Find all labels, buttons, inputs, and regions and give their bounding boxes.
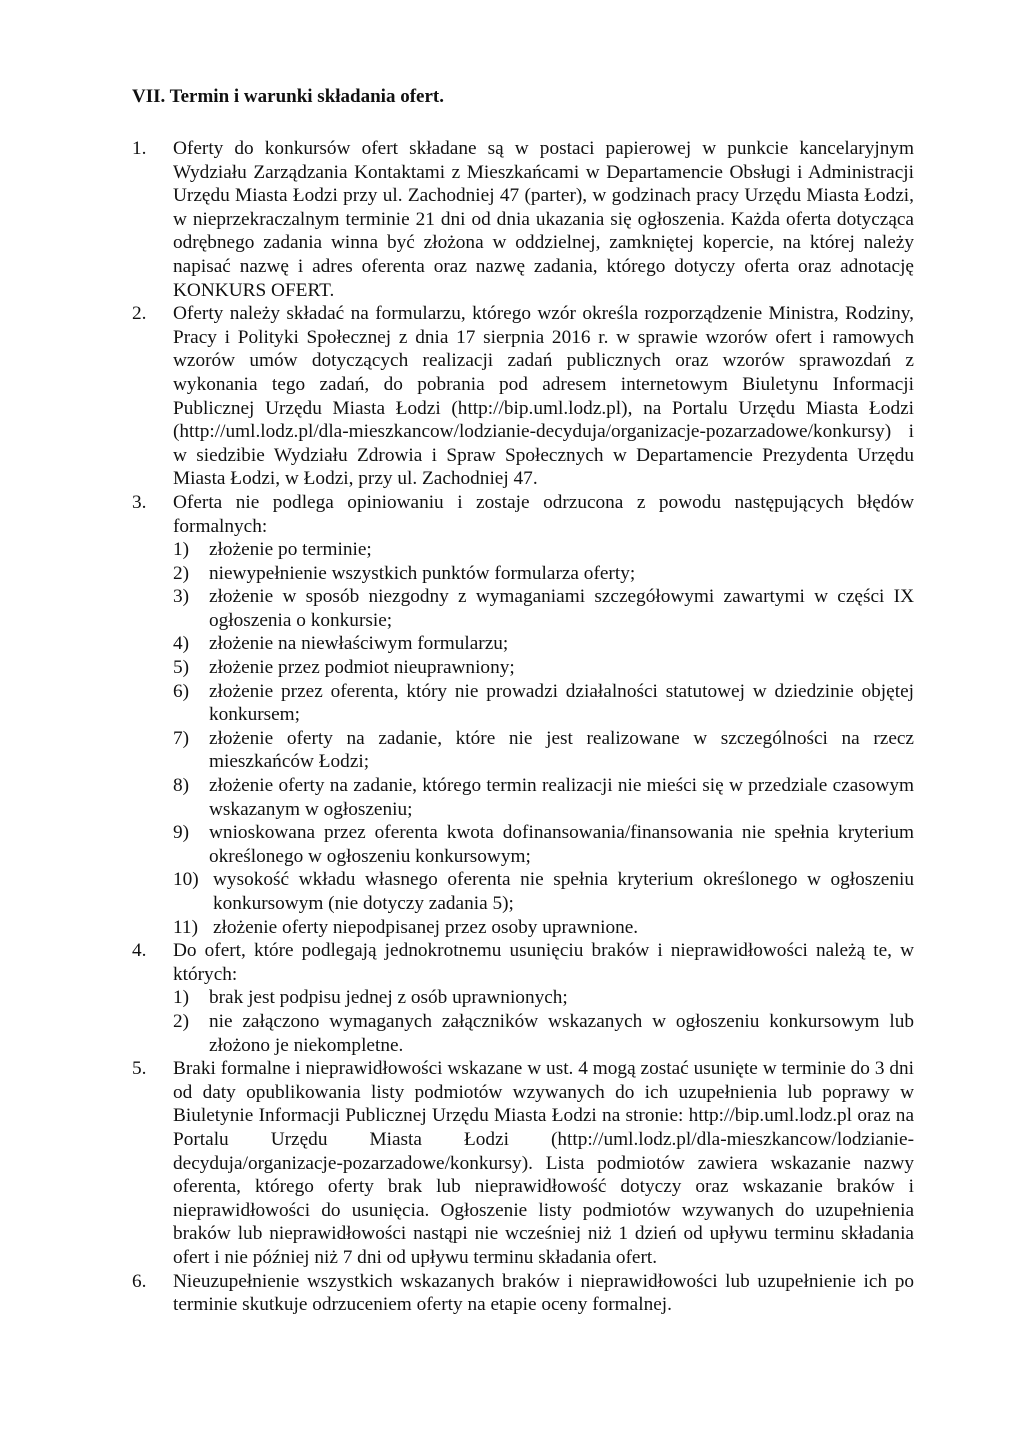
item-text: Oferta nie podlega opiniowaniu i zostaje odrzucona z powodu następujących błędów formalnych: — [173, 491, 914, 537]
sub-item-number: 4) — [173, 633, 190, 655]
item-number: 2. — [132, 303, 147, 325]
item-text: Oferty do konkursów ofert składane są w postaci papierowej w punkcie kancelaryjnym Wydziału Zarządzania Kontaktami z Mieszkańcami w Departamencie Obsługi i Administracji Urzędu Miasta Łodzi przy ul. Zachodniej 47 (parter), w godzinach pracy Urzędu Miasta Łodzi, w nieprzekraczalnym terminie 21 dni od dnia ukazania się ogłoszenia. Każda oferta dotycząca odrębnego zadania winna być złożona w oddzielnej, zamkniętej kopercie, na której należy napisać nazwę i adres oferenta oraz nazwę zadania, którego dotyczy oferta oraz adnotację KONKURS OFERT. — [173, 138, 914, 301]
item-text: Oferty należy składać na formularzu, którego wzór określa rozporządzenie Ministra, Rodziny, Pracy i Polityki Społecznej z dnia 17 sierpnia 2016 r. w sprawie wzorów ofert i ramowych wzorów umów dotyczących realizacji zadań publicznych oraz wzorów sprawozdań z wykonania tego zadań, do pobrania pod adresem internetowym Biuletynu Informacji Publicznej Urzędu Miasta Łodzi (http://bip.uml.lodz.pl), na Portalu Urzędu Miasta Łodzi (http://uml.lodz.pl/dla-mieszkancow/lodzianie-decyduja/organizacje-pozarzadowe/konkursy) i w siedzibie Wydziału Zdrowia i Spraw Społecznych w Departamencie Prezydenta Urzędu Miasta Łodzi, w Łodzi, przy ul. Zachodniej 47. — [173, 303, 914, 490]
sub-item-number: 1) — [173, 539, 190, 561]
item-text: Nieuzupełnienie wszystkich wskazanych braków i nieprawidłowości lub uzupełnienie ich po terminie skutkuje odrzuceniem oferty na etapie oceny formalnej. — [173, 1270, 914, 1316]
sub-item-number: 8) — [173, 775, 190, 797]
item-number: 4. — [132, 940, 147, 962]
sub-item-text: złożenie w sposób niezgodny z wymaganiami szczegółowymi zawartymi w części IX ogłoszenia o konkursie; — [209, 586, 914, 631]
sub-item-number: 6) — [173, 680, 190, 702]
sub-item-number: 1) — [173, 987, 190, 1009]
sub-item-text: brak jest podpisu jednej z osób uprawnionych; — [209, 987, 568, 1009]
sub-item-number: 2) — [173, 1010, 190, 1032]
sub-item-number: 11) — [173, 916, 198, 938]
sub-item — [173, 916, 914, 940]
item-number: 3. — [132, 491, 147, 513]
sub-item-text: nie załączono wymaganych załączników wskazanych w ogłoszeniu konkursowym lub złożono je niekompletne. — [209, 1010, 914, 1056]
item-number: 5. — [132, 1058, 147, 1080]
sub-item — [173, 656, 914, 680]
terms-list — [132, 137, 914, 1317]
list-item-6 — [132, 1270, 914, 1317]
section-title: VII. Termin i warunki składania ofert. — [132, 86, 444, 107]
sub-item — [173, 821, 914, 868]
sub-item — [173, 632, 914, 656]
list-item-2 — [132, 302, 914, 491]
sub-item — [173, 680, 914, 727]
sub-item-number: 10) — [173, 869, 199, 891]
item-number: 1. — [132, 138, 147, 159]
sub-item-text: złożenie oferty na zadanie, którego termin realizacji nie mieści się w przedziale czasowym wskazanym w ogłoszeniu; — [209, 775, 914, 820]
sub-item-number: 3) — [173, 586, 190, 608]
sub-item — [173, 538, 914, 562]
sub-item-number: 7) — [173, 727, 190, 749]
list-item-4 — [132, 939, 914, 1057]
sub-item — [173, 585, 914, 632]
sub-item-text: złożenie oferty niepodpisanej przez osoby uprawnione. — [213, 916, 639, 938]
item-number: 6. — [132, 1270, 147, 1292]
sub-item-text: złożenie przez oferenta, który nie prowadzi działalności statutowej w dziedzinie objętej konkursem; — [209, 680, 914, 726]
sub-item-text: złożenie przez podmiot nieuprawniony; — [209, 657, 515, 679]
item-text: Do ofert, które podlegają jednokrotnemu usunięciu braków i nieprawidłowości należą te, w których: — [173, 940, 914, 985]
sub-item — [173, 868, 914, 915]
sub-item-text: niewypełnienie wszystkich punktów formularza oferty; — [209, 562, 636, 584]
sub-item-text: złożenie po terminie; — [209, 539, 372, 561]
sub-item — [173, 562, 914, 586]
sub-item-number: 9) — [173, 822, 190, 844]
sub-item-number: 5) — [173, 657, 190, 679]
sub-item-text: złożenie na niewłaściwym formularzu; — [209, 633, 509, 655]
sub-item-text: wnioskowana przez oferenta kwota dofinansowania/finansowania nie spełnia kryterium określonego w ogłoszeniu konkursowym; — [209, 822, 914, 867]
sub-item — [173, 774, 914, 821]
item-text: Braki formalne i nieprawidłowości wskazane w ust. 4 mogą zostać usunięte w terminie do 3 dni od daty opublikowania listy podmiotów wzywanych do ich uzupełnienia lub poprawy w Biuletynie Informacji Publicznej Urzędu Miasta Łodzi na stronie: http://bip.uml.lodz.pl oraz na Portalu Urzędu Miasta Łodzi (http://uml.lodz.pl/dla-mieszkancow/lodzianie-decyduja/organizacje-pozarzadowe/konkursy). Lista podmiotów zawiera wskazanie nazwy oferenta, którego oferty brak lub nieprawidłowość dotyczy oraz wskazanie braków i nieprawidłowości do usunięcia. Ogłoszenie listy podmiotów wzywanych do uzupełnienia braków lub nieprawidłowości nastąpi nie wcześniej niż 1 dzień od upływu terminu składania ofert i nie później niż 7 dni od upływu terminu składania ofert. — [173, 1058, 914, 1268]
list-item-3 — [132, 491, 914, 939]
sub-item — [173, 986, 914, 1010]
sub-item-number: 2) — [173, 562, 190, 584]
sub-item-text: złożenie oferty na zadanie, które nie jest realizowane w szczególności na rzecz mieszkańców Łodzi; — [209, 727, 914, 773]
list-item-5 — [132, 1057, 914, 1269]
sub-item — [173, 727, 914, 774]
sub-item — [173, 1010, 914, 1057]
sub-item-text: wysokość wkładu własnego oferenta nie spełnia kryterium określonego w ogłoszeniu konkursowym (nie dotyczy zadania 5); — [213, 869, 914, 914]
list-item-1 — [132, 137, 914, 302]
